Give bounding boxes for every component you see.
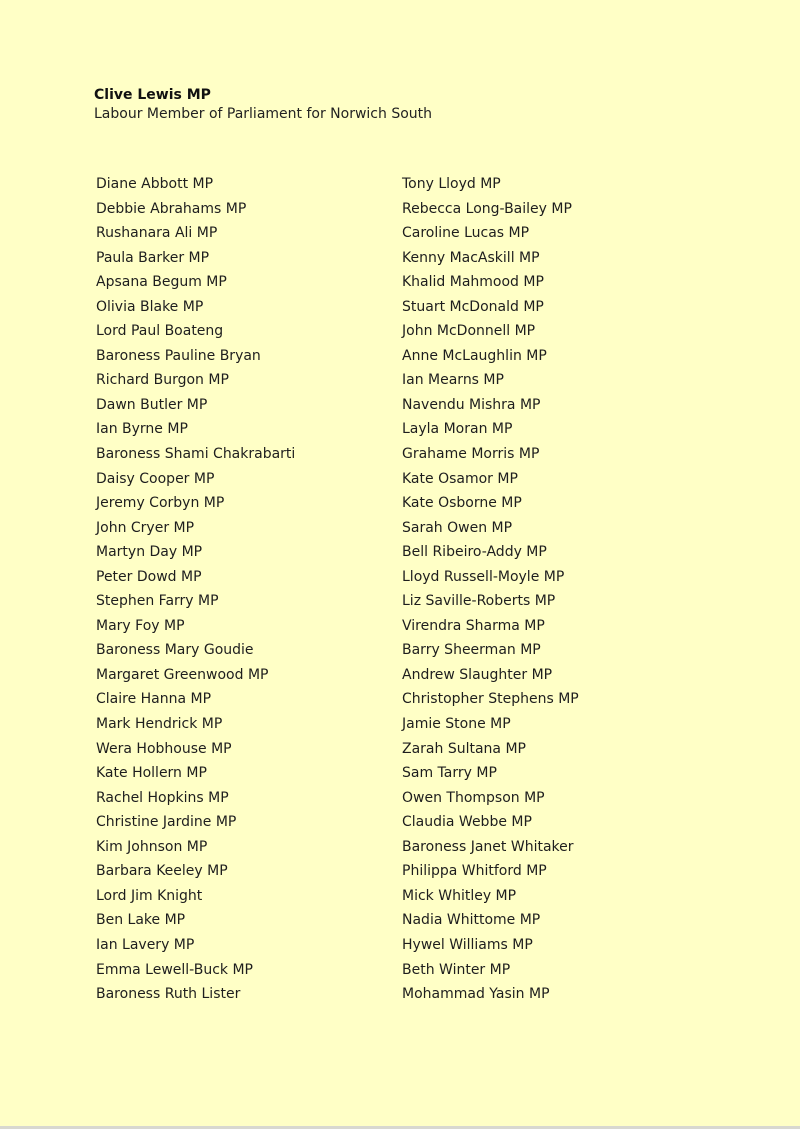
signatory-name: Paula Barker MP [96,249,210,266]
signatory-name: Richard Burgon MP [96,372,229,389]
signatory-list-left [96,172,295,1007]
signatory-name: Margaret Greenwood MP [96,666,269,683]
signatory-name: Barry Sheerman MP [402,642,541,659]
signatory-name: Stephen Farry MP [96,593,219,610]
signatory-name: Daisy Cooper MP [96,470,215,487]
signatory-name: Emma Lewell-Buck MP [96,961,253,978]
signatory-name: Liz Saville-Roberts MP [402,593,556,610]
signatory-name: Khalid Mahmood MP [402,274,544,291]
signatory-name: Rebecca Long-Bailey MP [402,200,572,217]
signatory-name: Caroline Lucas MP [402,225,530,242]
signatory-name: Claire Hanna MP [96,691,212,708]
signatory-name: Kenny MacAskill MP [402,249,540,266]
letter-header [94,86,432,123]
signatory-name: Peter Dowd MP [96,568,202,585]
signatory-name: Ian Mearns MP [402,372,504,389]
signatory-name: Diane Abbott MP [96,176,214,192]
signatory-name: Jeremy Corbyn MP [96,495,225,512]
signatory-name: Christine Jardine MP [96,814,237,831]
signatory-name: Baroness Pauline Bryan [96,347,261,364]
signatory-name: Rushanara Ali MP [96,225,218,242]
signatory-name: Stuart McDonald MP [402,298,544,315]
signatory-name: Sarah Owen MP [402,519,513,536]
signatory-name: Baroness Ruth Lister [96,986,241,1003]
author-name: Clive Lewis MP [94,87,211,103]
signatory-name: Virendra Sharma MP [402,617,545,634]
author-role: Labour Member of Parliament for Norwich South [94,106,433,122]
signatory-name: Hywel Williams MP [402,936,533,953]
signatory-name: John McDonnell MP [402,323,536,340]
signatory-name: Olivia Blake MP [96,298,204,315]
signatory-name: Nadia Whittome MP [402,912,541,929]
signatory-name: Baroness Mary Goudie [96,642,254,659]
signatory-name: Lord Paul Boateng [96,323,224,340]
signatory-name: Dawn Butler MP [96,396,208,413]
signatory-name: Zarah Sultana MP [402,740,526,757]
signatory-name: Mark Hendrick MP [96,716,223,733]
signatory-name: Apsana Begum MP [96,274,227,291]
signatory-name: Lloyd Russell-Moyle MP [402,568,565,585]
signatory-name: Owen Thompson MP [402,789,545,806]
signatory-name: Beth Winter MP [402,961,511,978]
signatory-name: Kim Johnson MP [96,838,208,855]
signatory-name: John Cryer MP [96,519,195,536]
signatory-name: Kate Hollern MP [96,765,207,782]
signatory-name: Bell Ribeiro-Addy MP [402,544,547,561]
signatory-name: Ian Lavery MP [96,936,195,953]
signatory-name: Mohammad Yasin MP [402,986,550,1003]
signatory-name: Martyn Day MP [96,544,203,561]
signatory-name: Ian Byrne MP [96,421,188,438]
signatory-name: Tony Lloyd MP [402,176,501,192]
signatory-name: Lord Jim Knight [96,887,203,904]
signatory-name: Claudia Webbe MP [402,814,532,831]
signatory-name: Layla Moran MP [402,421,513,438]
signatory-name: Mary Foy MP [96,617,185,634]
signatory-name: Sam Tarry MP [402,765,497,782]
signatory-name: Anne McLaughlin MP [402,347,547,364]
signatory-list-right [402,172,579,1007]
signatory-name: Navendu Mishra MP [402,396,541,413]
signatory-name: Kate Osborne MP [402,495,522,512]
signatory-name: Wera Hobhouse MP [96,740,232,757]
signatory-name: Jamie Stone MP [402,716,511,733]
signatory-name: Baroness Shami Chakrabarti [96,446,296,463]
signatory-name: Mick Whitley MP [402,887,517,904]
signatory-name: Andrew Slaughter MP [402,666,553,683]
signatory-name: Rachel Hopkins MP [96,789,229,806]
signatory-name: Philippa Whitford MP [402,863,547,880]
signatory-name: Baroness Janet Whitaker [402,838,574,855]
signatory-name: Debbie Abrahams MP [96,200,247,217]
signatory-name: Kate Osamor MP [402,470,518,487]
signatory-name: Barbara Keeley MP [96,863,228,880]
signatory-name: Christopher Stephens MP [402,691,579,708]
signatory-name: Ben Lake MP [96,912,186,929]
signatory-name: Grahame Morris MP [402,446,540,463]
